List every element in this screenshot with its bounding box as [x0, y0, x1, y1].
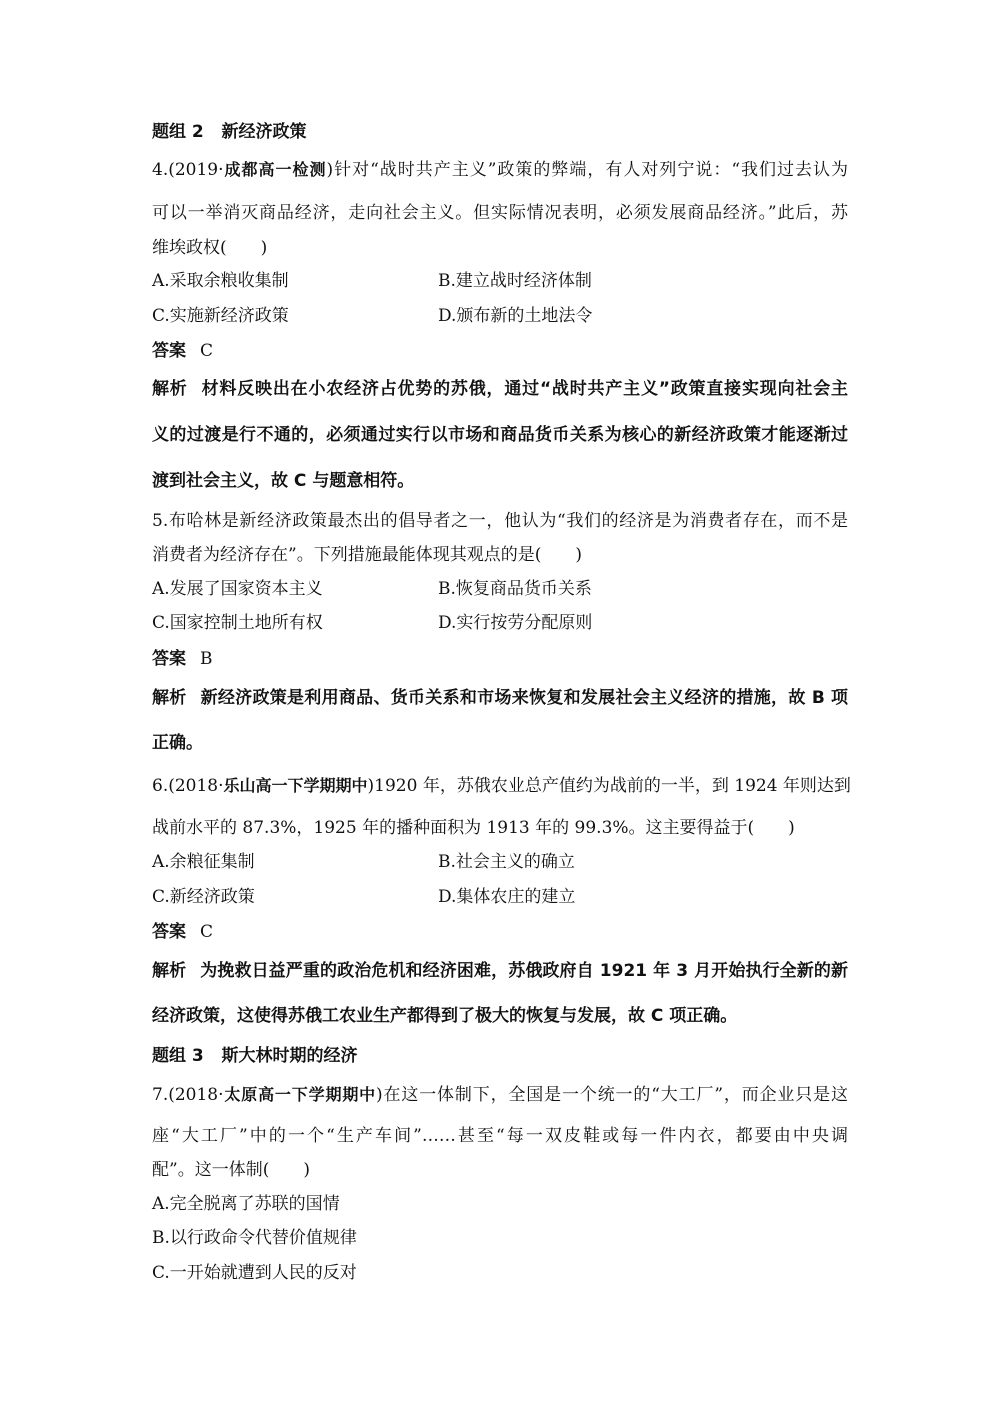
q7-option-c: C.一开始就遭到人民的反对 — [152, 1263, 357, 1283]
q7-line1-rest: )在这一体制下，全国是一个统一的“大工厂”，而企业只是这 — [376, 1085, 848, 1105]
group2-heading — [152, 120, 307, 144]
q5-option-a: A.发展了国家资本主义 — [152, 579, 323, 599]
q6-line2: 战前水平的 87.3%，1925 年的播种面积为 1913 年的 99.3%。这主要得益于( ) — [152, 818, 795, 838]
q6-explanation-line2: 经济政策，这使得苏俄工农业生产都得到了极大的恢复与发展，故 C 项正确。 — [152, 1006, 738, 1026]
q5-line1-text: 5.布哈林是新经济政策最杰出的倡导者之一，他认为“我们的经济是为消费者存在，而不是 — [152, 511, 848, 531]
q6-answer-value: C — [200, 922, 214, 942]
q4-explanation-label: 解析 — [152, 379, 188, 399]
group3-heading — [152, 1044, 358, 1068]
q5-answer — [152, 647, 213, 671]
q7-line2-text: 座“大工厂”中的一个“生产车间”……甚至“每一双皮鞋或每一件内衣，都要由中央调 — [152, 1126, 848, 1146]
q4-answer-value: C — [200, 341, 214, 361]
q6-source: 乐山高一下学期期中 — [223, 776, 368, 795]
q5-options-row2 — [152, 611, 593, 635]
q5-answer-label: 答案 — [152, 649, 186, 669]
q4-option-b: B.建立战时经济体制 — [438, 271, 592, 291]
q6-answer-label: 答案 — [152, 922, 186, 942]
q6-option-a: A.余粮征集制 — [152, 852, 255, 872]
q5-options-row1 — [152, 577, 592, 601]
q7-line1 — [152, 1083, 848, 1107]
q4-explanation-line1 — [152, 377, 848, 401]
q4-option-c: C.实施新经济政策 — [152, 306, 289, 326]
q6-explanation-line1-text: 为挽救日益严重的政治危机和经济困难，苏俄政府自 1921 年 3 月开始执行全新的新 — [200, 961, 849, 981]
q4-line2 — [152, 201, 848, 225]
group3-label: 题组 3 — [152, 1046, 204, 1066]
q5-explanation-line2: 正确。 — [152, 733, 203, 753]
q5-line1 — [152, 509, 848, 533]
q5-option-d: D.实行按劳分配原则 — [438, 613, 593, 633]
q4-options-row2 — [152, 304, 593, 328]
q6-explanation-line1 — [152, 959, 848, 983]
q7-line3: 配”。这一体制( ) — [152, 1160, 310, 1180]
q4-explanation-line3: 渡到社会主义，故 C 与题意相符。 — [152, 471, 415, 491]
q4-line1-rest: )针对“战时共产主义”政策的弊端，有人对列宁说：“我们过去认为 — [326, 160, 848, 180]
q5-answer-value: B — [200, 649, 213, 669]
q4-line2-text: 可以一举消灭商品经济，走向社会主义。但实际情况表明，必须发展商品经济。”此后，苏 — [152, 203, 848, 223]
q6-answer — [152, 920, 213, 944]
q6-options-row1 — [152, 850, 575, 874]
q4-number: 4.(2019· — [152, 160, 224, 180]
q5-explanation-label: 解析 — [152, 688, 187, 708]
q6-option-b: B.社会主义的确立 — [438, 852, 575, 872]
q6-options-row2 — [152, 885, 576, 909]
q7-line2 — [152, 1124, 848, 1148]
q5-option-b: B.恢复商品货币关系 — [438, 579, 592, 599]
q6-option-d: D.集体农庄的建立 — [438, 887, 576, 907]
q7-source: 太原高一下学期期中 — [223, 1085, 377, 1104]
q6-number: 6.(2018· — [152, 776, 224, 796]
q4-line3: 维埃政权( ) — [152, 238, 268, 258]
q6-line1-rest: )1920 年，苏俄农业总产值约为战前的一半，到 1924 年则达到 — [367, 776, 851, 796]
q6-option-c: C.新经济政策 — [152, 887, 255, 907]
q5-option-c: C.国家控制土地所有权 — [152, 613, 323, 633]
q4-answer-label: 答案 — [152, 341, 186, 361]
group3-title: 斯大林时期的经济 — [221, 1046, 358, 1066]
q5-explanation-line1 — [152, 686, 848, 710]
q7-option-a: A.完全脱离了苏联的国情 — [152, 1194, 340, 1214]
q4-option-d: D.颁布新的土地法令 — [438, 306, 593, 326]
q7-number: 7.(2018· — [152, 1085, 224, 1105]
q4-options-row1 — [152, 269, 592, 293]
q4-explanation-line1-text: 材料反映出在小农经济占优势的苏俄，通过“战时共产主义”政策直接实现向社会主 — [201, 379, 848, 399]
q6-line1 — [152, 774, 851, 798]
q6-explanation-label: 解析 — [152, 961, 187, 981]
q4-line1 — [152, 158, 848, 182]
q4-answer — [152, 339, 213, 363]
q4-explanation-line2-text: 义的过渡是行不通的，必须通过实行以市场和商品货币关系为核心的新经济政策才能逐渐过 — [152, 425, 848, 445]
q5-line2: 消费者为经济存在”。下列措施最能体现其观点的是( ) — [152, 545, 582, 565]
group2-title: 新经济政策 — [221, 122, 307, 142]
q5-explanation-line1-text: 新经济政策是利用商品、货币关系和市场来恢复和发展社会主义经济的措施，故 B 项 — [200, 688, 848, 708]
q4-source: 成都高一检测 — [223, 160, 327, 179]
q7-option-b: B.以行政命令代替价值规律 — [152, 1228, 357, 1248]
q4-option-a: A.采取余粮收集制 — [152, 271, 289, 291]
group2-label: 题组 2 — [152, 122, 204, 142]
q4-explanation-line2 — [152, 423, 848, 447]
